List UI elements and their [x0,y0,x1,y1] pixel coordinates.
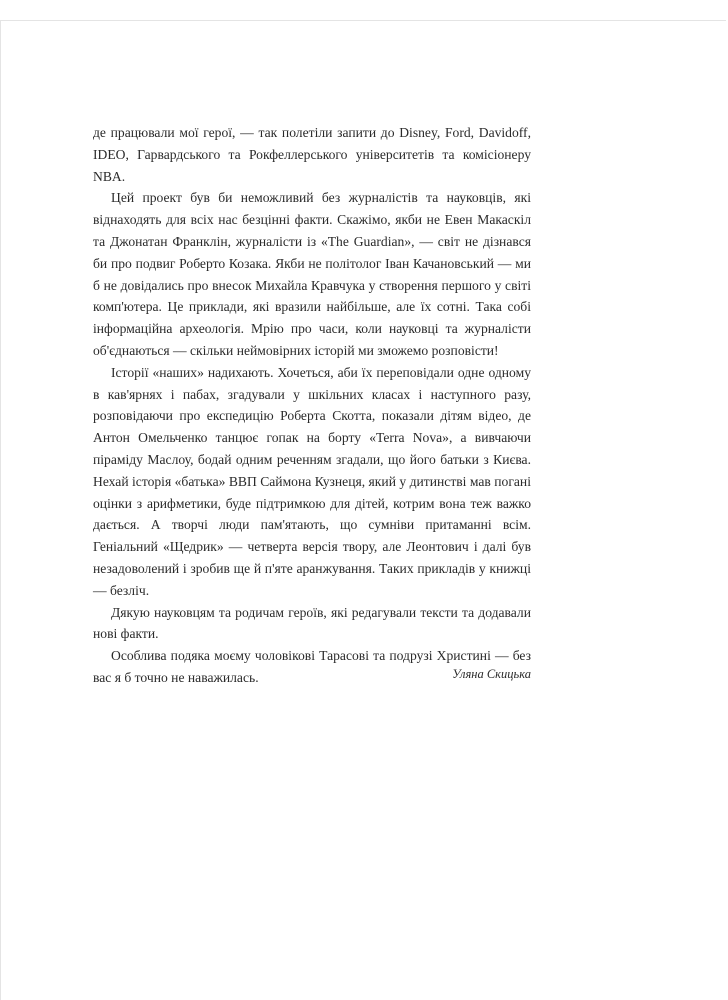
paragraph-5: Особлива подяка моєму чоловікові Тарасові та подрузі Христині — без вас я б точно не наважилась. [93,648,531,685]
paragraph-2: Цей проект був би неможливий без журналістів та науковців, які віднаходять для всіх нас безцінні факти. Скажімо, якби не Евен Макаскіл та Джонатан Франклін, журналісти із «The Guardian», — світ не дізнався би про подвиг Роберто Козака. Якби не політолог Іван Качановський — ми б не довідались про внесок Михайла Кравчука у створення першого у світі комп'ютера. Це приклади, які вразили найбільше, але їх сотні. Така собі інформаційна археологія. Мрію про часи, коли науковці та журналісти об'єднаються — скільки неймовірних історій ми зможемо розповісти! [93,190,531,358]
document-page [0,20,726,1000]
paragraph-4: Дякую науковцям та родичам героїв, які редагували тексти та додавали нові факти. [93,604,531,642]
body-text [93,122,531,689]
paragraph-3: Історії «наших» надихають. Хочеться, аби їх переповідали одне одному в кав'ярнях і пабах, згадували у шкільних класах і наступного разу, розповідаючи про експедицію Роберта Скотта, показали дітям відео, де Антон Омельченко танцює гопак на борту «Terra Nova», а вивчаючи піраміду Маслоу, бодай одним реченням згадали, що його батьки з Києва. Нехай історія «батька» ВВП Саймона Кузнеця, який у дитинстві мав погані оцінки з арифметики, буде підтримкою для дітей, котрим вона теж важко дається. А творчі люди пам'ятають, що сумніви притаманні всім. Геніальний «Щедрик» — четверта версія твору, але Леонтович і далі був незадоволений і зробив ще й п'яте аранжування. Таких прикладів у книжці — безліч. [93,364,531,598]
author-signature: Уляна Скицька [452,667,531,681]
paragraph-1: де працювали мої герої, — так полетіли запити до Disney, Ford, Davidoff, IDEO, Гарвардського та Рокфеллерського університетів та комісіонеру NBA. [93,125,531,184]
